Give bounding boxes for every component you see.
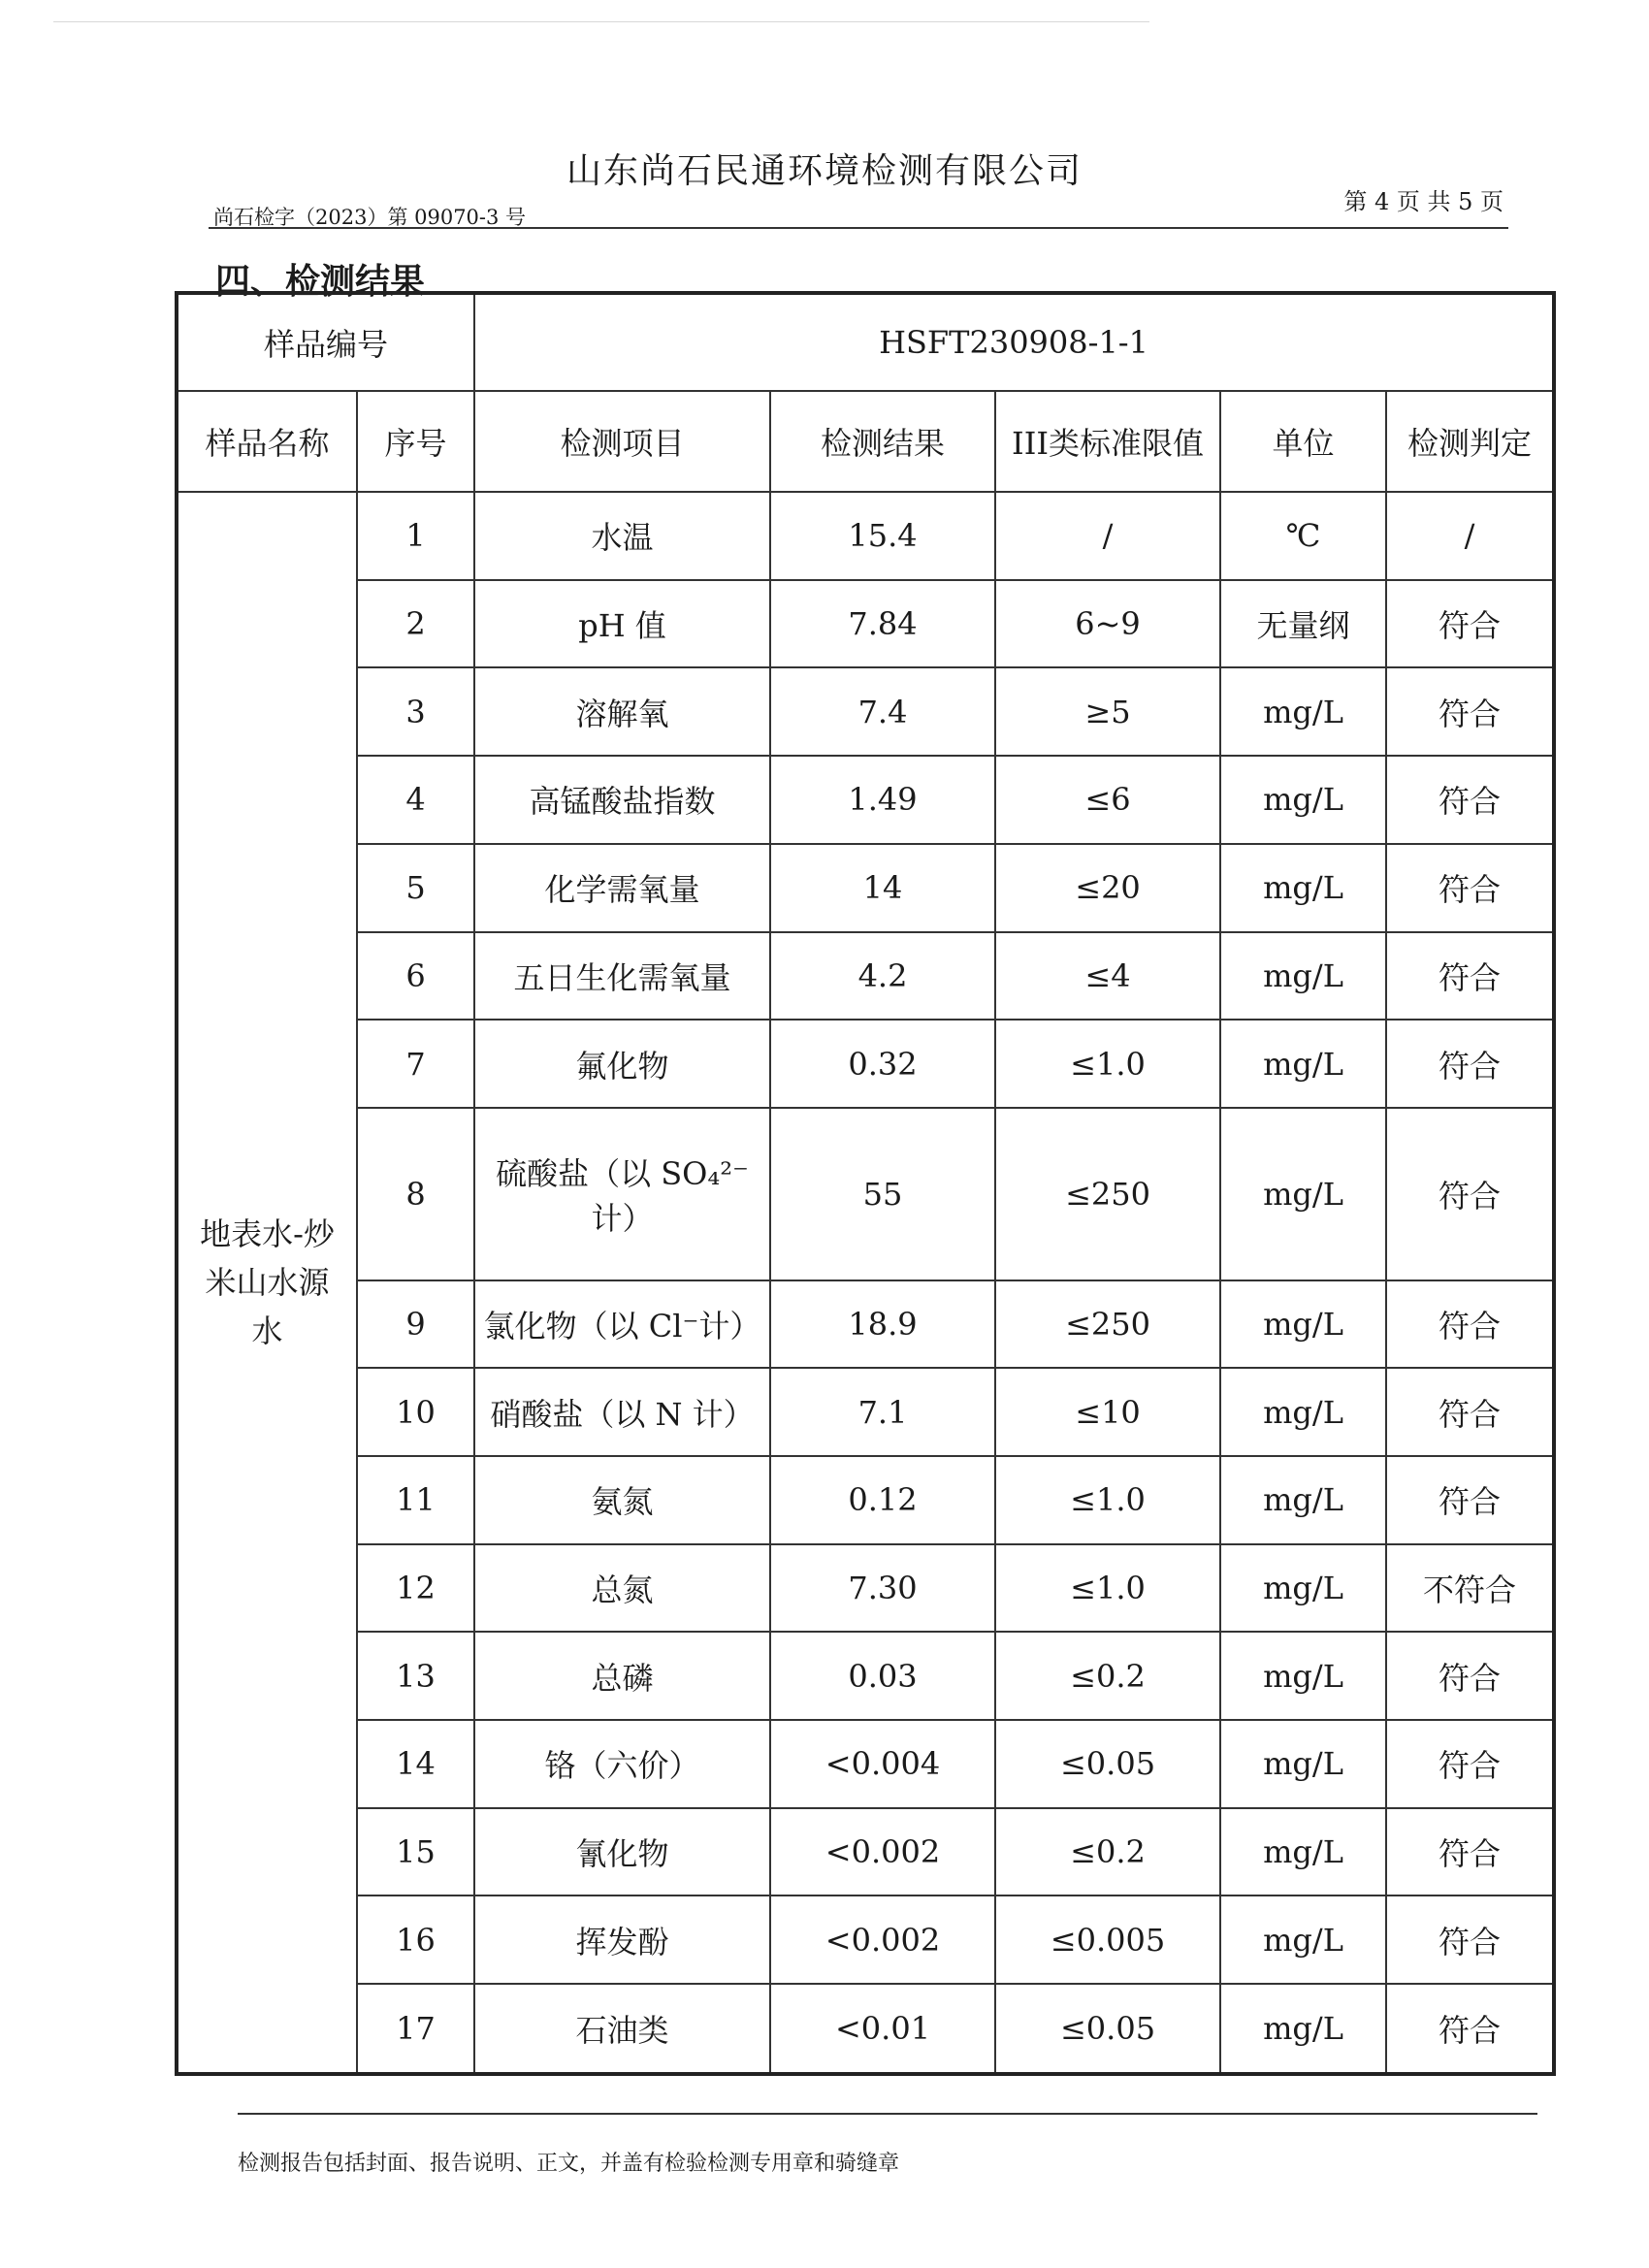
row-number: 9 [357, 1280, 474, 1369]
test-result: 7.30 [770, 1544, 995, 1633]
unit: mg/L [1220, 1984, 1386, 2074]
test-item: 总磷 [474, 1632, 770, 1720]
standard-limit: ≤4 [995, 932, 1220, 1021]
standard-limit: ≤0.2 [995, 1808, 1220, 1896]
unit: ℃ [1220, 492, 1386, 580]
judgement: 符合 [1386, 844, 1554, 932]
standard-limit: ≤0.005 [995, 1895, 1220, 1984]
standard-limit: ≤0.2 [995, 1632, 1220, 1720]
table-row [177, 1544, 1554, 1633]
col-header-result: 检测结果 [770, 391, 995, 492]
unit: mg/L [1220, 1108, 1386, 1280]
standard-limit: ≤0.05 [995, 1720, 1220, 1808]
row-number: 16 [357, 1895, 474, 1984]
test-item: 硫酸盐（以 SO₄²⁻计） [474, 1108, 770, 1280]
test-result: 15.4 [770, 492, 995, 580]
test-result: 7.4 [770, 667, 995, 756]
col-header-item: 检测项目 [474, 391, 770, 492]
row-number: 4 [357, 756, 474, 844]
row-number: 17 [357, 1984, 474, 2074]
test-item: 氨氮 [474, 1456, 770, 1544]
judgement: 符合 [1386, 1456, 1554, 1544]
judgement: 不符合 [1386, 1544, 1554, 1633]
table-row [177, 580, 1554, 668]
judgement: 符合 [1386, 932, 1554, 1021]
row-number: 5 [357, 844, 474, 932]
table-row [177, 1108, 1554, 1280]
sample-id-row [177, 293, 1554, 391]
unit: mg/L [1220, 756, 1386, 844]
table-row [177, 1984, 1554, 2074]
standard-limit: ≥5 [995, 667, 1220, 756]
judgement: 符合 [1386, 667, 1554, 756]
column-header-row [177, 391, 1554, 492]
standard-limit: ≤0.05 [995, 1984, 1220, 2074]
row-number: 15 [357, 1808, 474, 1896]
standard-limit: ≤250 [995, 1108, 1220, 1280]
test-item: 挥发酚 [474, 1895, 770, 1984]
test-item: 五日生化需氧量 [474, 932, 770, 1021]
row-number: 7 [357, 1020, 474, 1108]
sample-name-cell: 地表水-炒米山水源水 [177, 492, 357, 2074]
test-item: 水温 [474, 492, 770, 580]
table-row [177, 756, 1554, 844]
unit: mg/L [1220, 1895, 1386, 1984]
test-result: 18.9 [770, 1280, 995, 1369]
unit: mg/L [1220, 1280, 1386, 1369]
unit: mg/L [1220, 932, 1386, 1021]
col-header-judge: 检测判定 [1386, 391, 1554, 492]
page-number: 第 4 页 共 5 页 [1343, 188, 1504, 215]
unit: mg/L [1220, 1368, 1386, 1456]
test-item: 氯化物（以 Cl⁻计） [474, 1280, 770, 1369]
table-row [177, 1808, 1554, 1896]
test-item: 硝酸盐（以 N 计） [474, 1368, 770, 1456]
judgement: 符合 [1386, 1632, 1554, 1720]
row-number: 10 [357, 1368, 474, 1456]
row-number: 6 [357, 932, 474, 1021]
sample-id-label: 样品编号 [177, 293, 474, 391]
row-number: 13 [357, 1632, 474, 1720]
standard-limit: ≤1.0 [995, 1544, 1220, 1633]
table-row [177, 1280, 1554, 1369]
row-number: 14 [357, 1720, 474, 1808]
test-item: 总氮 [474, 1544, 770, 1633]
test-result: <0.002 [770, 1808, 995, 1896]
standard-limit: ≤250 [995, 1280, 1220, 1369]
col-header-sample-name: 样品名称 [177, 391, 357, 492]
test-result: 0.32 [770, 1020, 995, 1108]
judgement: 符合 [1386, 1108, 1554, 1280]
test-result: 7.1 [770, 1368, 995, 1456]
standard-limit: ≤6 [995, 756, 1220, 844]
sample-id-value: HSFT230908-1-1 [474, 293, 1554, 391]
standard-limit: ≤10 [995, 1368, 1220, 1456]
judgement: 符合 [1386, 1368, 1554, 1456]
table-row [177, 492, 1554, 580]
judgement: 符合 [1386, 1720, 1554, 1808]
unit: mg/L [1220, 1456, 1386, 1544]
judgement: 符合 [1386, 756, 1554, 844]
row-number: 1 [357, 492, 474, 580]
unit: mg/L [1220, 1720, 1386, 1808]
test-result: 0.12 [770, 1456, 995, 1544]
test-result: 55 [770, 1108, 995, 1280]
unit: 无量纲 [1220, 580, 1386, 668]
judgement: 符合 [1386, 1984, 1554, 2074]
standard-limit: / [995, 492, 1220, 580]
judgement: / [1386, 492, 1554, 580]
table-row [177, 844, 1554, 932]
test-result: 7.84 [770, 580, 995, 668]
judgement: 符合 [1386, 1020, 1554, 1108]
scan-edge-line [53, 21, 1149, 22]
test-item: pH 值 [474, 580, 770, 668]
unit: mg/L [1220, 1808, 1386, 1896]
table-row [177, 1895, 1554, 1984]
unit: mg/L [1220, 1544, 1386, 1633]
footer-note: 检测报告包括封面、报告说明、正文，并盖有检验检测专用章和骑缝章 [238, 2152, 900, 2176]
standard-limit: ≤20 [995, 844, 1220, 932]
test-result: <0.002 [770, 1895, 995, 1984]
col-header-unit: 单位 [1220, 391, 1386, 492]
standard-limit: ≤1.0 [995, 1456, 1220, 1544]
test-result: <0.004 [770, 1720, 995, 1808]
table-row [177, 667, 1554, 756]
col-header-limit: III类标准限值 [995, 391, 1220, 492]
test-result: 0.03 [770, 1632, 995, 1720]
test-item: 铬（六价） [474, 1720, 770, 1808]
table-row [177, 1720, 1554, 1808]
standard-limit: 6~9 [995, 580, 1220, 668]
row-number: 3 [357, 667, 474, 756]
table-row [177, 1020, 1554, 1108]
company-name: 山东尚石民通环境检测有限公司 [566, 151, 1083, 191]
unit: mg/L [1220, 844, 1386, 932]
row-number: 11 [357, 1456, 474, 1544]
test-item: 高锰酸盐指数 [474, 756, 770, 844]
unit: mg/L [1220, 1632, 1386, 1720]
results-table [175, 291, 1556, 2076]
judgement: 符合 [1386, 580, 1554, 668]
test-result: 1.49 [770, 756, 995, 844]
table-row [177, 1632, 1554, 1720]
row-number: 8 [357, 1108, 474, 1280]
table-row [177, 1368, 1554, 1456]
table-row [177, 1456, 1554, 1544]
table-row [177, 932, 1554, 1021]
section-title: 四、检测结果 [215, 261, 426, 302]
judgement: 符合 [1386, 1895, 1554, 1984]
header-divider [209, 227, 1508, 229]
test-item: 石油类 [474, 1984, 770, 2074]
report-number: 尚石检字（2023）第 09070-3 号 [213, 206, 527, 229]
standard-limit: ≤1.0 [995, 1020, 1220, 1108]
unit: mg/L [1220, 1020, 1386, 1108]
test-item: 化学需氧量 [474, 844, 770, 932]
footer-divider [238, 2113, 1537, 2115]
row-number: 2 [357, 580, 474, 668]
row-number: 12 [357, 1544, 474, 1633]
test-item: 溶解氧 [474, 667, 770, 756]
test-item: 氟化物 [474, 1020, 770, 1108]
test-item: 氰化物 [474, 1808, 770, 1896]
test-result: <0.01 [770, 1984, 995, 2074]
judgement: 符合 [1386, 1280, 1554, 1369]
col-header-no: 序号 [357, 391, 474, 492]
judgement: 符合 [1386, 1808, 1554, 1896]
test-result: 14 [770, 844, 995, 932]
unit: mg/L [1220, 667, 1386, 756]
test-result: 4.2 [770, 932, 995, 1021]
